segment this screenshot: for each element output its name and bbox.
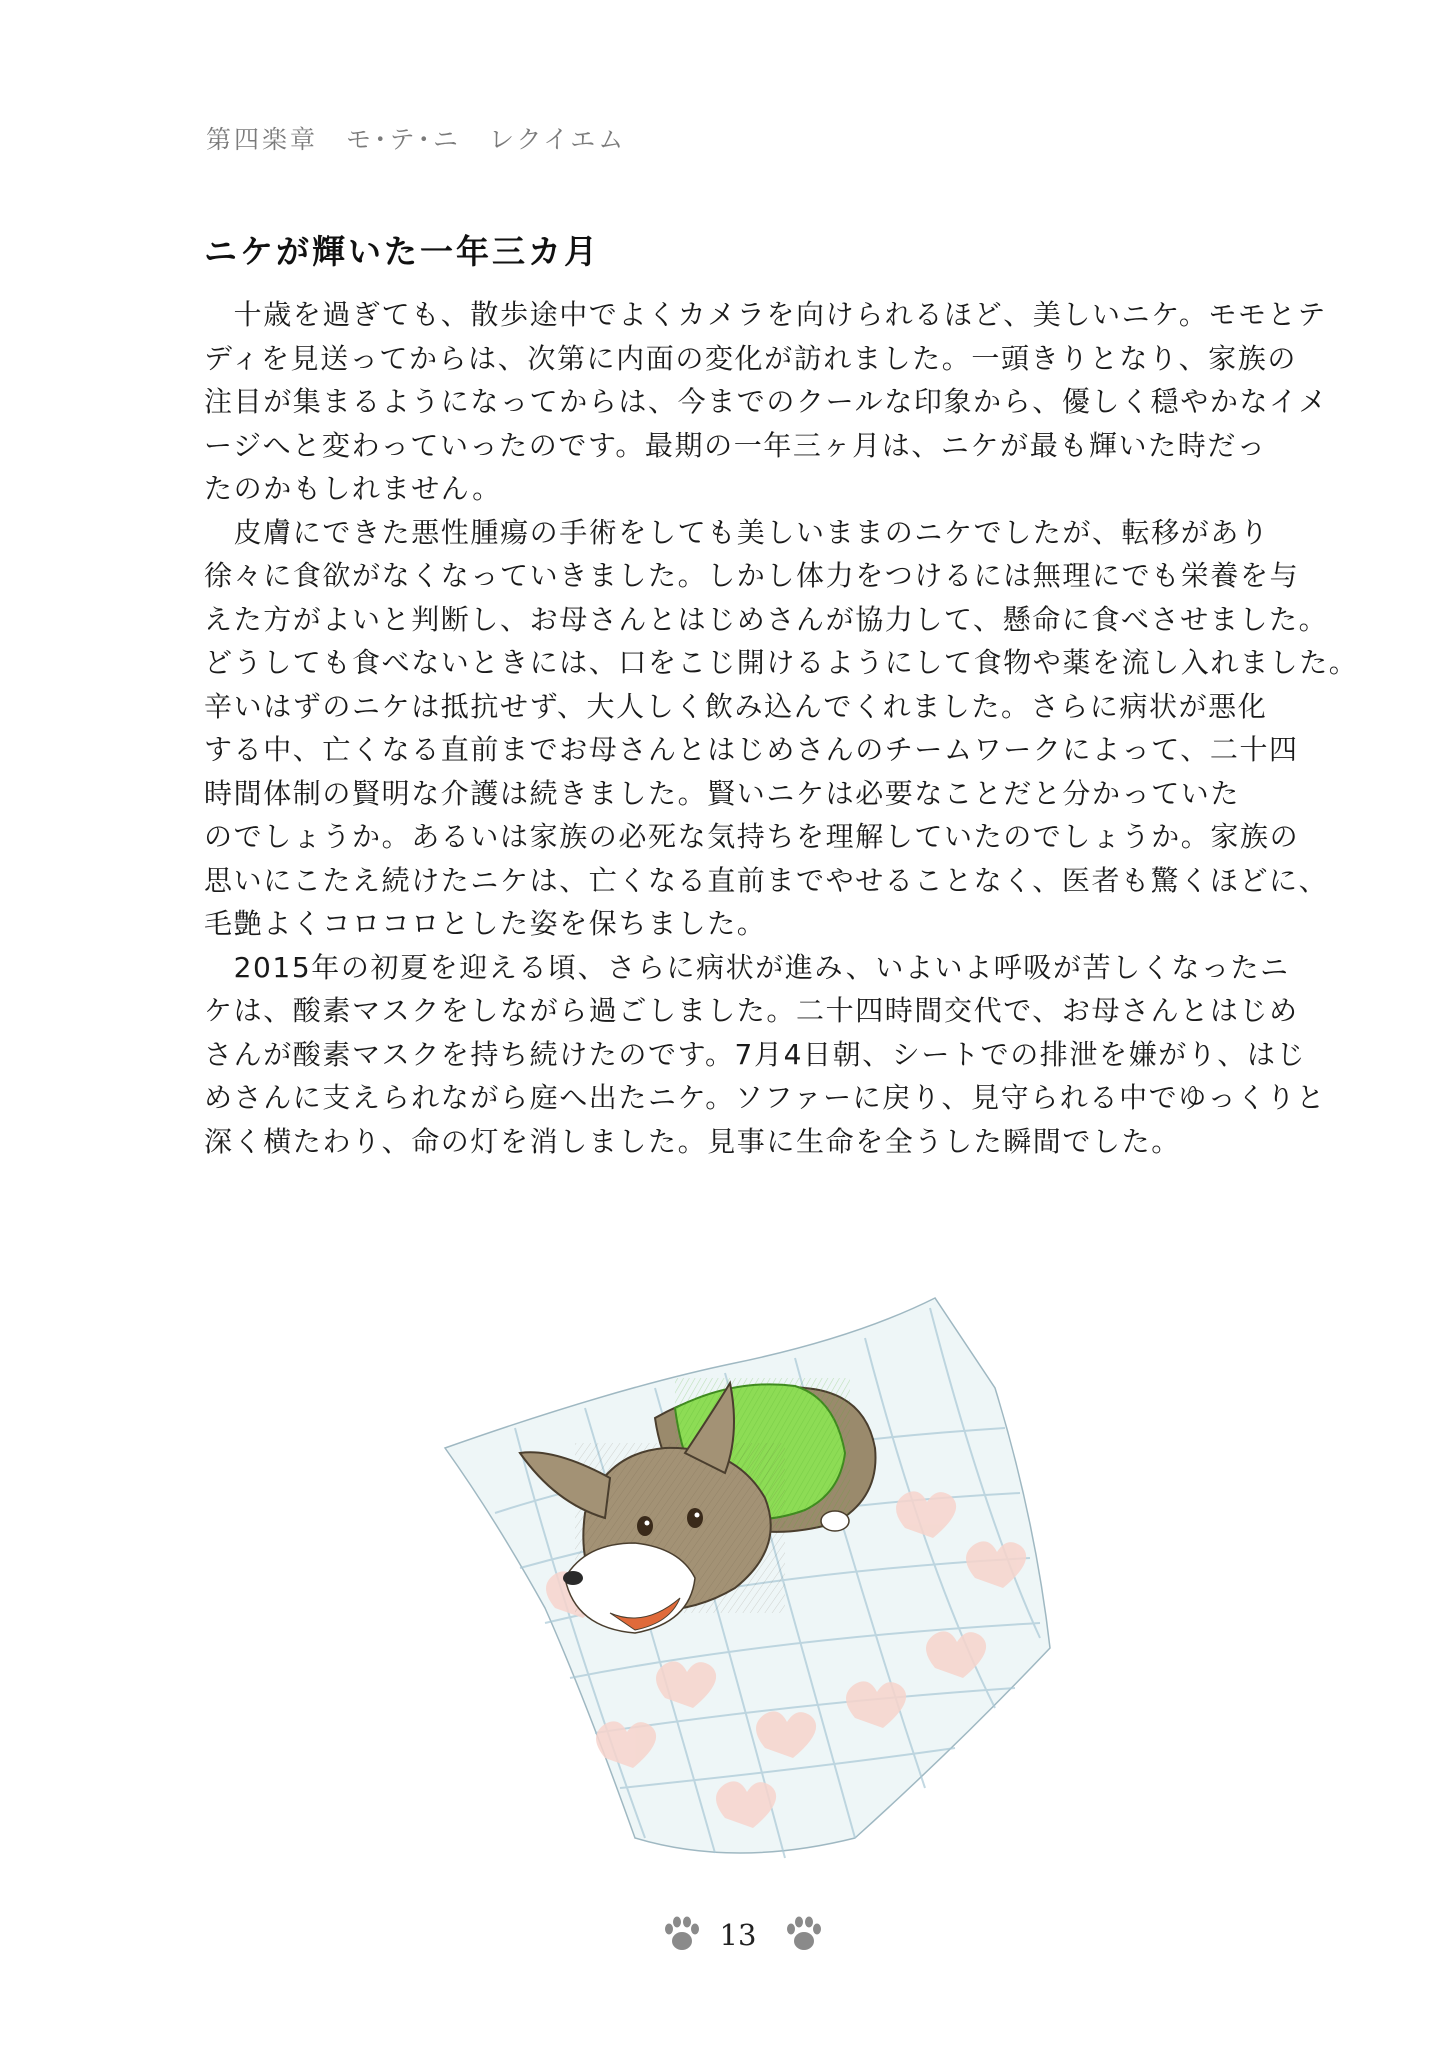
body-line: のでしょうか。あるいは家族の必死な気持ちを理解していたのでしょうか。家族の [204, 820, 1300, 853]
body-line: 十歳を過ぎても、散歩途中でよくカメラを向けられるほど、美しいニケ。モモとテ [204, 298, 1327, 331]
body-line: 毛艶よくコロコロとした姿を保ちました。 [204, 907, 767, 940]
body-line: 時間体制の賢明な介護は続きました。賢いニケは必要なことだと分かっていた [204, 776, 1241, 810]
body-line: めさんに支えられながら庭へ出たニケ。ソファーに戻り、見守られる中でゆっくりと [204, 1081, 1327, 1114]
dog-illustration [435, 1278, 1075, 1878]
body-line: ケは、酸素マスクをしながら過ごしました。二十四時間交代で、お母さんとはじめ [204, 994, 1299, 1027]
body-line: する中、亡くなる直前までお母さんとはじめさんのチームワークによって、二十四 [204, 733, 1299, 766]
paw-print-icon [660, 1912, 704, 1956]
body-line: 皮膚にできた悪性腫瘍の手術をしても美しいままのニケでしたが、転移があり [204, 515, 1270, 549]
section-title: ニケが輝いた一年三カ月 [204, 232, 600, 271]
body-line: ディを見送ってからは、次第に内面の変化が訪れました。一頭きりとなり、家族の [204, 341, 1297, 375]
body-line: 2015年の初夏を迎える頃、さらに病状が進み、いよいよ呼吸が苦しくなったニ [204, 950, 1290, 984]
body-line: 辛いはずのニケは抵抗せず、大人しく飲み込んでくれました。さらに病状が悪化 [204, 689, 1268, 723]
page-number: 13 [719, 1918, 757, 1952]
paw-print-icon [782, 1912, 826, 1956]
body-line: さんが酸素マスクを持ち続けたのです。7月4日朝、シートでの排泄を嫌がり、はじ [204, 1037, 1307, 1071]
body-line: 注目が集まるようになってからは、今までのクールな印象から、優しく穏やかなイメ [204, 385, 1328, 418]
body-line: どうしても食べないときには、口をこじ開けるようにして食物や薬を流し入れました。 [204, 646, 1359, 679]
body-line: えた方がよいと判断し、お母さんとはじめさんが協力して、懸命に食べさせました。 [204, 602, 1329, 636]
body-line: 深く横たわり、命の灯を消しました。見事に生命を全うした瞬間でした。 [204, 1124, 1181, 1158]
body-line: 思いにこたえ続けたニケは、亡くなる直前までやせることなく、医者も驚くほどに、 [204, 863, 1329, 897]
page-footer [0, 1912, 1451, 1962]
chapter-header: 第四楽章 モ･テ･ニ レクイエム [206, 125, 627, 154]
body-line: ージへと変わっていったのです。最期の一年三ヶ月は、ニケが最も輝いた時だっ [204, 428, 1267, 462]
body-text [204, 293, 1359, 1163]
body-line: たのかもしれません。 [204, 472, 502, 505]
body-line: 徐々に食欲がなくなっていきました。しかし体力をつけるには無理にでも栄養を与 [204, 559, 1300, 592]
